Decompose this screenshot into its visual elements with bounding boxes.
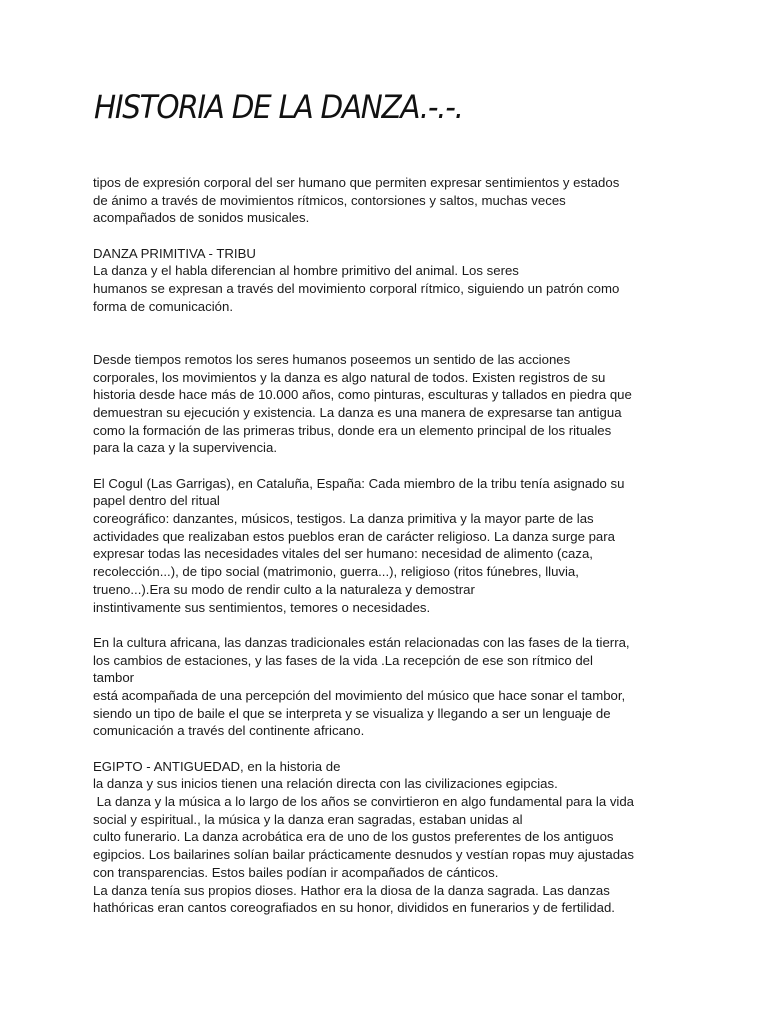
text-line: la danza y sus inicios tienen una relación directa con las civilizaciones egipcias. [93, 776, 558, 792]
paragraph-spacer [93, 316, 693, 351]
text-line: con transparencias. Estos bailes podían ir acompañados de cánticos. [93, 864, 499, 880]
text-line: Desde tiempos remotos los seres humanos poseemos un sentido de las acciones [93, 351, 571, 367]
text-line: papel dentro del ritual [93, 493, 220, 509]
paragraph-el-cogul [93, 475, 693, 617]
text-line: hathóricas eran cantos coreografiados en su honor, divididos en funerarios y de fertilidad. [93, 900, 615, 916]
text-line: expresar todas las necesidades vitales del ser humano: necesidad de alimento (caza, [93, 546, 593, 562]
text-line: culto funerario. La danza acrobática era de uno de los gustos preferentes de los antiguos [93, 829, 614, 845]
text-line: siendo un tipo de baile el que se interpreta y se visualiza y llegando a ser un lenguaje de [93, 705, 611, 721]
text-line: tipos de expresión corporal del ser humano que permiten expresar sentimientos y estados [93, 175, 620, 190]
text-line: está acompañada de una percepción del movimiento del músico que hace sonar el tambor, [93, 687, 626, 703]
text-line: actividades que realizaban estos pueblos eran de carácter religioso. La danza surge para [93, 528, 615, 544]
text-line: coreográfico: danzantes, músicos, testigos. La danza primitiva y la mayor parte de las [93, 511, 594, 527]
paragraph-spacer [93, 616, 693, 634]
text-line: egipcios. Los bailarines solían bailar prácticamente desnudos y vestían ropas muy ajustadas [93, 847, 634, 863]
section-heading: DANZA PRIMITIVA - TRIBU [93, 245, 256, 261]
text-line: tambor [93, 670, 135, 686]
document-body [93, 174, 693, 917]
paragraph-danza-primitiva [93, 245, 693, 316]
paragraph-spacer [93, 227, 693, 245]
text-line: los cambios de estaciones, y las fases de la vida .La recepción de ese son rítmico del [93, 652, 593, 668]
text-line: historia desde hace más de 10.000 años, como pinturas, esculturas y tallados en piedra que [93, 387, 632, 403]
text-line: forma de comunicación. [93, 298, 234, 314]
text-line: para la caza y la supervivencia. [93, 440, 277, 456]
text-line: En la cultura africana, las danzas tradicionales están relacionadas con las fases de la tierra, [93, 634, 630, 650]
section-heading: EGIPTO - ANTIGUEDAD, en la historia de [93, 758, 341, 774]
paragraph-spacer [93, 457, 693, 475]
text-line: corporales, los movimientos y la danza es algo natural de todos. Existen registros de su [93, 369, 606, 385]
text-line: El Cogul (Las Garrigas), en Cataluña, España: Cada miembro de la tribu tenía asignado su [93, 475, 625, 491]
document-title: HISTORIA DE LA DANZA.-.-. [94, 88, 463, 126]
paragraph-egipto [93, 758, 693, 917]
text-line: recolección...), de tipo social (matrimonio, guerra...), religioso (ritos fúnebres, lluvia, [93, 564, 579, 580]
text-line: trueno...).Era su modo de rendir culto a la naturaleza y demostrar [93, 581, 475, 597]
paragraph-cultura-africana [93, 634, 693, 740]
text-line: humanos se expresan a través del movimiento corporal rítmico, siguiendo un patrón como [93, 281, 620, 297]
text-line: acompañados de sonidos musicales. [93, 210, 310, 226]
text-line: de ánimo a través de movimientos rítmicos, contorsiones y saltos, muchas veces [93, 192, 566, 208]
paragraph-spacer [93, 740, 693, 758]
text-line: instintivamente sus sentimientos, temores o necesidades. [93, 599, 431, 615]
text-line: demuestran su ejecución y existencia. La danza es una manera de expresarse tan antigua [93, 404, 622, 420]
text-line: como la formación de las primeras tribus, donde era un elemento principal de los rituales [93, 422, 612, 438]
paragraph-tiempos-remotos [93, 351, 693, 457]
text-line: La danza y el habla diferencian al hombre primitivo del animal. Los seres [93, 263, 519, 279]
text-line: La danza y la música a lo largo de los años se convirtieron en algo fundamental para la vida [93, 794, 635, 810]
text-line: social y espiritual., la música y la danza eran sagradas, estaban unidas al [93, 811, 523, 827]
text-line: comunicación a través del continente africano. [93, 723, 365, 739]
text-line: La danza tenía sus propios dioses. Hathor era la diosa de la danza sagrada. Las danzas [93, 882, 610, 898]
paragraph-intro [93, 174, 693, 227]
